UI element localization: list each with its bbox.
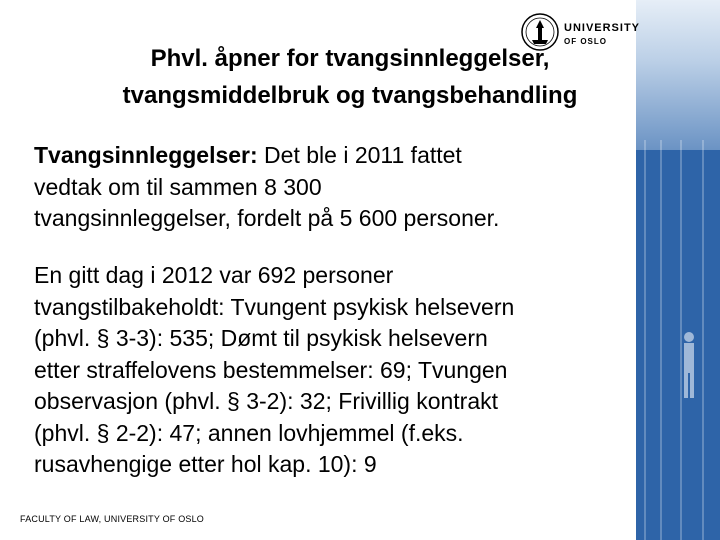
paragraph-line: tvangstilbakeholdt: Tvungent psykisk helsevern — [34, 293, 515, 320]
paragraph-lead: Tvangsinnleggelser: — [34, 142, 258, 168]
slide-title-line2: tvangsmiddelbruk og tvangsbehandling — [122, 82, 578, 109]
logo-name-line1: UNIVERSITY — [564, 22, 641, 34]
band-stripe — [660, 140, 662, 540]
paragraph-line: observasjon (phvl. § 3-2): 32; Frivillig kontrakt — [34, 388, 499, 414]
paragraph-line — [34, 140, 634, 172]
band-stripe — [702, 140, 704, 540]
paragraph-line: En gitt dag i 2012 var 692 personer — [34, 262, 394, 288]
slide-title — [20, 40, 680, 114]
band-stripe — [644, 140, 646, 540]
paragraph-line: tvangsinnleggelser, fordelt på 5 600 personer. — [34, 205, 500, 231]
slide-title-line1: Phvl. åpner for tvangsinnleggelser, — [150, 45, 550, 72]
paragraph-line: vedtak om til sammen 8 300 — [34, 173, 322, 200]
logo-name-line2: OF OSLO — [564, 37, 607, 46]
statue-figure-icon — [678, 330, 700, 400]
paragraph-line-text: Det ble i 2011 fattet — [257, 142, 462, 168]
paragraph-line: etter straffelovens bestemmelser: 69; Tvungen — [34, 356, 508, 383]
paragraph-line: (phvl. § 2-2): 47; annen lovhjemmel (f.eks. — [34, 419, 464, 446]
paragraph-line: rusavhengige etter hol kap. 10): 9 — [34, 451, 377, 477]
paragraph-line: (phvl. § 3-3): 535; Dømt til psykisk helsevern — [34, 325, 488, 351]
paragraph-involuntary-admissions — [34, 140, 634, 235]
footer-text: FACULTY OF LAW, UNIVERSITY OF OSLO — [20, 514, 205, 524]
paragraph-detained-persons — [34, 260, 634, 481]
